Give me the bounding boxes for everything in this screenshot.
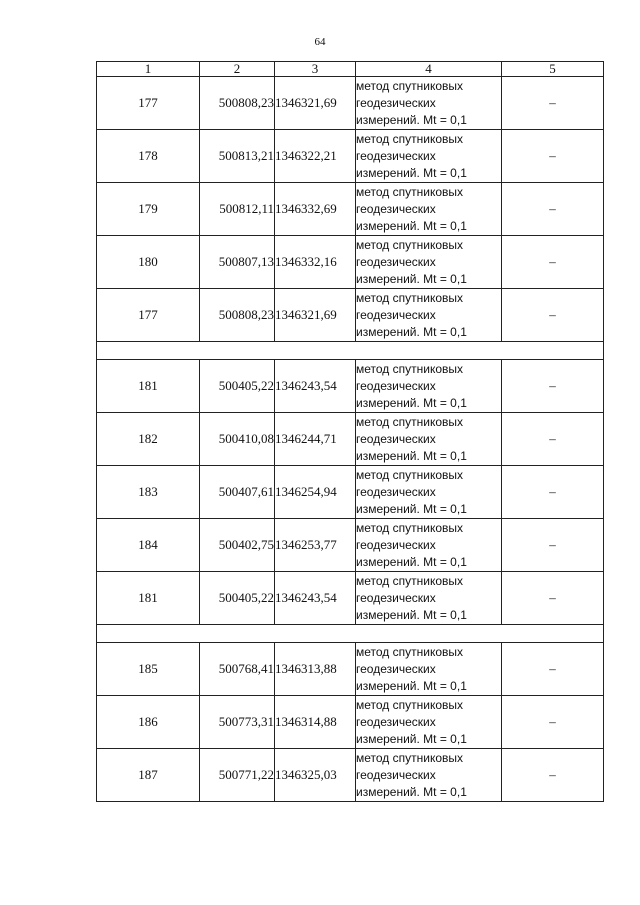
method-line: метод спутниковых bbox=[356, 131, 464, 146]
method-line: метод спутниковых bbox=[356, 573, 464, 588]
method-line: измерений. Mt = 0,1 bbox=[356, 324, 467, 339]
column-5-value: – bbox=[502, 466, 604, 519]
column-5-value: – bbox=[502, 696, 604, 749]
method-line: метод спутниковых bbox=[356, 520, 464, 535]
column-5-value: – bbox=[502, 413, 604, 466]
method-line: метод спутниковых bbox=[356, 467, 464, 482]
group-separator-row bbox=[97, 625, 604, 643]
method-line: геодезических bbox=[356, 590, 436, 605]
coordinate-x: 500813,21 bbox=[200, 130, 275, 183]
point-number: 181 bbox=[97, 572, 200, 625]
column-5-value: – bbox=[502, 643, 604, 696]
point-number: 180 bbox=[97, 236, 200, 289]
coordinate-x: 500812,11 bbox=[200, 183, 275, 236]
method-line: геодезических bbox=[356, 307, 436, 322]
column-5-value: – bbox=[502, 289, 604, 342]
method-cell bbox=[356, 466, 502, 519]
method-cell bbox=[356, 183, 502, 236]
method-cell bbox=[356, 360, 502, 413]
coordinate-y: 1346322,21 bbox=[275, 130, 356, 183]
point-number: 182 bbox=[97, 413, 200, 466]
coordinate-y: 1346325,03 bbox=[275, 749, 356, 802]
coordinates-table bbox=[96, 61, 604, 802]
method-line: измерений. Mt = 0,1 bbox=[356, 271, 467, 286]
point-number: 187 bbox=[97, 749, 200, 802]
coordinate-y: 1346321,69 bbox=[275, 289, 356, 342]
table-row bbox=[97, 749, 604, 802]
column-header: 3 bbox=[275, 62, 356, 77]
method-cell bbox=[356, 236, 502, 289]
method-line: измерений. Mt = 0,1 bbox=[356, 784, 467, 799]
point-number: 178 bbox=[97, 130, 200, 183]
method-line: метод спутниковых bbox=[356, 361, 464, 376]
table-row bbox=[97, 236, 604, 289]
column-header: 4 bbox=[356, 62, 502, 77]
coordinate-y: 1346254,94 bbox=[275, 466, 356, 519]
method-line: измерений. Mt = 0,1 bbox=[356, 395, 467, 410]
method-line: геодезических bbox=[356, 537, 436, 552]
coordinate-x: 500807,13 bbox=[200, 236, 275, 289]
coordinate-x: 500410,08 bbox=[200, 413, 275, 466]
coordinate-y: 1346332,69 bbox=[275, 183, 356, 236]
method-cell bbox=[356, 643, 502, 696]
column-5-value: – bbox=[502, 130, 604, 183]
method-cell bbox=[356, 696, 502, 749]
point-number: 181 bbox=[97, 360, 200, 413]
point-number: 183 bbox=[97, 466, 200, 519]
column-header: 1 bbox=[97, 62, 200, 77]
table-row bbox=[97, 413, 604, 466]
method-line: метод спутниковых bbox=[356, 290, 464, 305]
point-number: 185 bbox=[97, 643, 200, 696]
table-row bbox=[97, 183, 604, 236]
method-line: измерений. Mt = 0,1 bbox=[356, 218, 467, 233]
column-5-value: – bbox=[502, 183, 604, 236]
method-line: геодезических bbox=[356, 148, 436, 163]
method-line: измерений. Mt = 0,1 bbox=[356, 554, 467, 569]
method-line: геодезических bbox=[356, 201, 436, 216]
coordinate-x: 500808,23 bbox=[200, 77, 275, 130]
method-line: измерений. Mt = 0,1 bbox=[356, 112, 467, 127]
point-number: 179 bbox=[97, 183, 200, 236]
table-header-row bbox=[97, 62, 604, 77]
coordinate-y: 1346332,16 bbox=[275, 236, 356, 289]
coordinate-y: 1346314,88 bbox=[275, 696, 356, 749]
method-line: геодезических bbox=[356, 484, 436, 499]
method-cell bbox=[356, 77, 502, 130]
coordinate-y: 1346243,54 bbox=[275, 572, 356, 625]
table-row bbox=[97, 643, 604, 696]
method-cell bbox=[356, 130, 502, 183]
method-line: геодезических bbox=[356, 431, 436, 446]
coordinate-x: 500402,75 bbox=[200, 519, 275, 572]
coordinate-y: 1346243,54 bbox=[275, 360, 356, 413]
coordinate-x: 500407,61 bbox=[200, 466, 275, 519]
group-separator bbox=[97, 342, 604, 360]
coordinate-x: 500768,41 bbox=[200, 643, 275, 696]
coordinate-x: 500405,22 bbox=[200, 360, 275, 413]
column-5-value: – bbox=[502, 749, 604, 802]
method-cell bbox=[356, 749, 502, 802]
column-header: 2 bbox=[200, 62, 275, 77]
coordinate-x: 500405,22 bbox=[200, 572, 275, 625]
column-5-value: – bbox=[502, 519, 604, 572]
table-row bbox=[97, 519, 604, 572]
coordinate-y: 1346253,77 bbox=[275, 519, 356, 572]
column-5-value: – bbox=[502, 360, 604, 413]
coordinate-y: 1346321,69 bbox=[275, 77, 356, 130]
method-cell bbox=[356, 572, 502, 625]
table-row bbox=[97, 572, 604, 625]
method-line: метод спутниковых bbox=[356, 414, 464, 429]
point-number: 186 bbox=[97, 696, 200, 749]
method-cell bbox=[356, 413, 502, 466]
table-row bbox=[97, 77, 604, 130]
table-row bbox=[97, 466, 604, 519]
method-cell bbox=[356, 289, 502, 342]
page-number: 64 bbox=[314, 36, 326, 48]
table-row bbox=[97, 696, 604, 749]
coordinate-x: 500773,31 bbox=[200, 696, 275, 749]
column-header: 5 bbox=[502, 62, 604, 77]
method-line: геодезических bbox=[356, 661, 436, 676]
coordinate-x: 500808,23 bbox=[200, 289, 275, 342]
method-line: измерений. Mt = 0,1 bbox=[356, 165, 467, 180]
method-line: метод спутниковых bbox=[356, 184, 464, 199]
group-separator-row bbox=[97, 342, 604, 360]
column-5-value: – bbox=[502, 77, 604, 130]
column-5-value: – bbox=[502, 236, 604, 289]
method-line: измерений. Mt = 0,1 bbox=[356, 731, 467, 746]
table-row bbox=[97, 360, 604, 413]
method-line: геодезических bbox=[356, 95, 436, 110]
coordinate-y: 1346313,88 bbox=[275, 643, 356, 696]
method-line: метод спутниковых bbox=[356, 78, 464, 93]
point-number: 177 bbox=[97, 77, 200, 130]
method-cell bbox=[356, 519, 502, 572]
method-line: измерений. Mt = 0,1 bbox=[356, 501, 467, 516]
method-line: измерений. Mt = 0,1 bbox=[356, 678, 467, 693]
method-line: геодезических bbox=[356, 254, 436, 269]
method-line: измерений. Mt = 0,1 bbox=[356, 448, 467, 463]
method-line: измерений. Mt = 0,1 bbox=[356, 607, 467, 622]
point-number: 177 bbox=[97, 289, 200, 342]
table-row bbox=[97, 130, 604, 183]
method-line: метод спутниковых bbox=[356, 750, 464, 765]
method-line: геодезических bbox=[356, 714, 436, 729]
method-line: метод спутниковых bbox=[356, 237, 464, 252]
point-number: 184 bbox=[97, 519, 200, 572]
coordinate-y: 1346244,71 bbox=[275, 413, 356, 466]
method-line: метод спутниковых bbox=[356, 697, 464, 712]
coordinate-x: 500771,22 bbox=[200, 749, 275, 802]
method-line: метод спутниковых bbox=[356, 644, 464, 659]
method-line: геодезических bbox=[356, 767, 436, 782]
method-line: геодезических bbox=[356, 378, 436, 393]
table-row bbox=[97, 289, 604, 342]
column-5-value: – bbox=[502, 572, 604, 625]
group-separator bbox=[97, 625, 604, 643]
